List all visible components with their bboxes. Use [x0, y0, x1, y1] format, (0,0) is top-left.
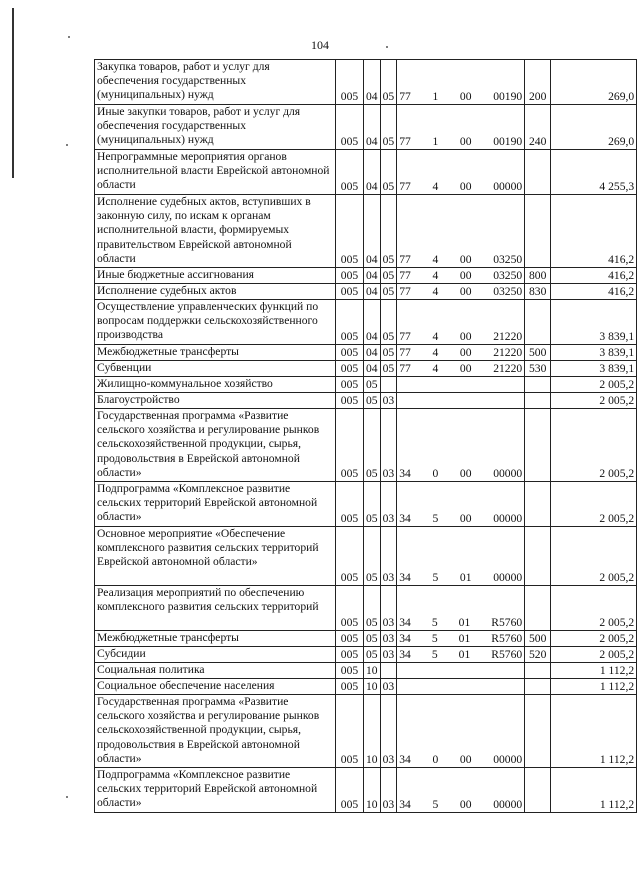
target-article-code: [397, 268, 525, 284]
ved-code: 005: [336, 409, 364, 482]
section-code: 10: [364, 768, 381, 813]
subsection-code: 03: [380, 393, 397, 409]
table-row: [95, 647, 637, 663]
row-name: Иные бюджетные ассигнования: [95, 268, 336, 284]
expense-type-code: [525, 150, 551, 195]
target-article-part: 00: [459, 284, 472, 298]
target-article-part: R5760: [491, 615, 523, 629]
amount: 269,0: [551, 105, 637, 150]
budget-table: [94, 59, 637, 813]
target-article-code: [397, 345, 525, 361]
target-article-part: 00: [459, 345, 472, 359]
target-article-part: 21220: [493, 345, 523, 359]
target-article-code: [397, 195, 525, 268]
ved-code: 005: [336, 631, 364, 647]
expense-type-code: [525, 300, 551, 345]
expense-type-code: [525, 195, 551, 268]
ved-code: 005: [336, 695, 364, 768]
amount: 2 005,2: [551, 586, 637, 631]
expense-type-code: 500: [525, 345, 551, 361]
ved-code: 005: [336, 195, 364, 268]
target-article-part: 77: [399, 89, 411, 103]
target-article-part: 77: [399, 345, 411, 359]
subsection-code: [380, 377, 397, 393]
target-article-code: [397, 409, 525, 482]
target-article-part: 5: [432, 797, 439, 811]
target-article-part: 5: [432, 570, 439, 584]
section-code: 04: [364, 195, 381, 268]
target-article-code: [397, 527, 525, 586]
amount: 3 839,1: [551, 361, 637, 377]
target-article-part: 00: [459, 361, 472, 375]
target-article-code: [397, 647, 525, 663]
ved-code: 005: [336, 284, 364, 300]
target-article-part: 4: [432, 361, 439, 375]
expense-type-code: 500: [525, 631, 551, 647]
subsection-code: 03: [380, 586, 397, 631]
table-row: [95, 482, 637, 527]
target-article-part: 00000: [493, 752, 523, 766]
target-article-part: 34: [399, 752, 411, 766]
subsection-code: 05: [380, 150, 397, 195]
target-article-part: 34: [399, 631, 411, 645]
amount: 416,2: [551, 284, 637, 300]
ved-code: 005: [336, 268, 364, 284]
target-article-part: 77: [399, 179, 411, 193]
expense-type-code: 200: [525, 60, 551, 105]
section-code: 05: [364, 482, 381, 527]
expense-type-code: [525, 482, 551, 527]
amount: 416,2: [551, 268, 637, 284]
target-article-code: [397, 150, 525, 195]
row-name: Непрограммные мероприятия органов исполнительной власти Еврейской автономной области: [95, 150, 336, 195]
subsection-code: 05: [380, 284, 397, 300]
section-code: 04: [364, 150, 381, 195]
amount: 2 005,2: [551, 527, 637, 586]
subsection-code: [380, 663, 397, 679]
target-article-part: 5: [431, 615, 438, 629]
target-article-part: 00: [459, 511, 472, 525]
expense-type-code: [525, 663, 551, 679]
table-row: [95, 663, 637, 679]
target-article-code: [397, 284, 525, 300]
table-row: [95, 105, 637, 150]
target-article-part: 21220: [493, 329, 523, 343]
section-code: 04: [364, 361, 381, 377]
subsection-code: 03: [380, 679, 397, 695]
target-article-part: 34: [399, 570, 411, 584]
target-article-part: 01: [458, 615, 471, 629]
row-name: Исполнение судебных актов: [95, 284, 336, 300]
section-code: 05: [364, 527, 381, 586]
amount: 1 112,2: [551, 768, 637, 813]
ved-code: 005: [336, 647, 364, 663]
subsection-code: 05: [380, 300, 397, 345]
target-article-part: 00: [459, 752, 472, 766]
row-name: Субсидии: [95, 647, 336, 663]
row-name: Субвенции: [95, 361, 336, 377]
amount: 4 255,3: [551, 150, 637, 195]
target-article-part: 01: [458, 647, 471, 661]
target-article-code: [397, 60, 525, 105]
table-row: [95, 150, 637, 195]
row-name: Осуществление управленческих функций по вопросам поддержки сельскохозяйственного производства: [95, 300, 336, 345]
amount: 2 005,2: [551, 647, 637, 663]
target-article-part: 01: [458, 631, 471, 645]
amount: 3 839,1: [551, 345, 637, 361]
target-article-part: 00: [459, 179, 472, 193]
ved-code: 005: [336, 150, 364, 195]
amount: 1 112,2: [551, 695, 637, 768]
ved-code: 005: [336, 768, 364, 813]
row-name: Реализация мероприятий по обеспечению комплексного развития сельских территорий: [95, 586, 336, 631]
row-name: Социальное обеспечение населения: [95, 679, 336, 695]
ved-code: 005: [336, 345, 364, 361]
ved-code: 005: [336, 663, 364, 679]
target-article-code: [397, 663, 525, 679]
table-row: [95, 195, 637, 268]
target-article-part: 4: [432, 179, 439, 193]
target-article-part: 00: [459, 134, 472, 148]
row-name: Подпрограмма «Комплексное развитие сельских территорий Еврейской автономной области»: [95, 768, 336, 813]
target-article-part: 5: [431, 647, 438, 661]
section-code: 05: [364, 631, 381, 647]
section-code: 05: [364, 586, 381, 631]
table-row: [95, 361, 637, 377]
row-name: Основное мероприятие «Обеспечение комплексного развития сельских территорий Еврейской автономной области»: [95, 527, 336, 586]
expense-type-code: [525, 586, 551, 631]
target-article-part: 1: [432, 134, 439, 148]
expense-type-code: 520: [525, 647, 551, 663]
target-article-code: [397, 695, 525, 768]
section-code: 04: [364, 60, 381, 105]
row-name: Жилищно-коммунальное хозяйство: [95, 377, 336, 393]
target-article-part: 34: [399, 647, 411, 661]
table-row: [95, 268, 637, 284]
section-code: 05: [364, 409, 381, 482]
page-number: 104: [311, 38, 329, 52]
subsection-code: 05: [380, 60, 397, 105]
subsection-code: 03: [380, 409, 397, 482]
subsection-code: 03: [380, 482, 397, 527]
target-article-part: 77: [399, 329, 411, 343]
target-article-part: 00: [459, 329, 472, 343]
row-name: Исполнение судебных актов, вступивших в законную силу, по искам к органам исполнительной власти, формируемых правительством Еврейской автономной области: [95, 195, 336, 268]
expense-type-code: 530: [525, 361, 551, 377]
subsection-code: 03: [380, 695, 397, 768]
subsection-code: 05: [380, 268, 397, 284]
row-name: Закупка товаров, работ и услуг для обеспечения государственных (муниципальных) нужд: [95, 60, 336, 105]
subsection-code: 03: [380, 631, 397, 647]
expense-type-code: [525, 527, 551, 586]
expense-type-code: [525, 409, 551, 482]
target-article-part: 4: [432, 345, 439, 359]
section-code: 04: [364, 105, 381, 150]
subsection-code: 05: [380, 195, 397, 268]
section-code: 05: [364, 647, 381, 663]
amount: 1 112,2: [551, 679, 637, 695]
table-row: [95, 377, 637, 393]
margin-line: [12, 8, 14, 178]
target-article-part: 77: [399, 361, 411, 375]
subsection-code: 03: [380, 527, 397, 586]
section-code: 04: [364, 268, 381, 284]
row-name: Иные закупки товаров, работ и услуг для обеспечения государственных (муниципальных) нужд: [95, 105, 336, 150]
amount: 416,2: [551, 195, 637, 268]
table-row: [95, 695, 637, 768]
target-article-part: 03250: [493, 268, 523, 282]
amount: 2 005,2: [551, 409, 637, 482]
target-article-part: 01: [459, 570, 472, 584]
table-row: [95, 527, 637, 586]
amount: 3 839,1: [551, 300, 637, 345]
table-row: [95, 60, 637, 105]
target-article-part: 00000: [493, 466, 523, 480]
table-row: [95, 300, 637, 345]
table-row: [95, 284, 637, 300]
section-code: 05: [364, 393, 381, 409]
expense-type-code: 800: [525, 268, 551, 284]
target-article-part: 4: [432, 284, 439, 298]
section-code: 04: [364, 345, 381, 361]
target-article-part: 0: [432, 752, 439, 766]
target-article-part: 00: [459, 89, 472, 103]
ved-code: 005: [336, 60, 364, 105]
row-name: Межбюджетные трансферты: [95, 345, 336, 361]
scan-speck: [66, 144, 68, 146]
target-article-part: 00: [459, 252, 472, 266]
target-article-part: 03250: [493, 252, 523, 266]
target-article-part: 77: [399, 134, 411, 148]
target-article-part: 00: [459, 466, 472, 480]
expense-type-code: 830: [525, 284, 551, 300]
target-article-part: 77: [399, 252, 411, 266]
target-article-part: 5: [432, 511, 439, 525]
ved-code: 005: [336, 393, 364, 409]
subsection-code: 05: [380, 361, 397, 377]
subsection-code: 03: [380, 768, 397, 813]
section-code: 04: [364, 284, 381, 300]
expense-type-code: 240: [525, 105, 551, 150]
expense-type-code: [525, 679, 551, 695]
table-row: [95, 586, 637, 631]
subsection-code: 03: [380, 647, 397, 663]
section-code: 10: [364, 663, 381, 679]
row-name: Межбюджетные трансферты: [95, 631, 336, 647]
table-row: [95, 768, 637, 813]
section-code: 04: [364, 300, 381, 345]
table-row: [95, 409, 637, 482]
table-row: [95, 631, 637, 647]
target-article-part: 00000: [493, 511, 523, 525]
row-name: Подпрограмма «Комплексное развитие сельских территорий Еврейской автономной области»: [95, 482, 336, 527]
target-article-code: [397, 393, 525, 409]
target-article-part: 34: [399, 615, 411, 629]
expense-type-code: [525, 377, 551, 393]
section-code: 05: [364, 377, 381, 393]
expense-type-code: [525, 695, 551, 768]
target-article-part: 0: [432, 466, 439, 480]
target-article-part: 1: [432, 89, 439, 103]
table-row: [95, 393, 637, 409]
target-article-part: 21220: [493, 361, 523, 375]
amount: 2 005,2: [551, 393, 637, 409]
ved-code: 005: [336, 361, 364, 377]
target-article-code: [397, 631, 525, 647]
scan-speck: [66, 796, 68, 798]
table-row: [95, 679, 637, 695]
amount: 269,0: [551, 60, 637, 105]
target-article-code: [397, 482, 525, 527]
subsection-code: 05: [380, 105, 397, 150]
amount: 2 005,2: [551, 377, 637, 393]
expense-type-code: [525, 393, 551, 409]
section-code: 10: [364, 695, 381, 768]
target-article-part: R5760: [491, 647, 523, 661]
section-code: 10: [364, 679, 381, 695]
ved-code: 005: [336, 377, 364, 393]
amount: 1 112,2: [551, 663, 637, 679]
target-article-code: [397, 586, 525, 631]
target-article-code: [397, 377, 525, 393]
target-article-part: 00: [459, 797, 472, 811]
target-article-code: [397, 300, 525, 345]
ved-code: 005: [336, 300, 364, 345]
target-article-code: [397, 361, 525, 377]
amount: 2 005,2: [551, 482, 637, 527]
ved-code: 005: [336, 482, 364, 527]
ved-code: 005: [336, 586, 364, 631]
target-article-part: 4: [432, 252, 439, 266]
row-name: Социальная политика: [95, 663, 336, 679]
ved-code: 005: [336, 679, 364, 695]
subsection-code: 05: [380, 345, 397, 361]
expense-type-code: [525, 768, 551, 813]
row-name: Благоустройство: [95, 393, 336, 409]
target-article-part: 34: [399, 797, 411, 811]
row-name: Государственная программа «Развитие сельского хозяйства и регулирование рынков сельскохозяйственной продукции, сырья, продовольствия в Еврейской автономной области»: [95, 695, 336, 768]
target-article-part: 00000: [493, 797, 523, 811]
target-article-part: 4: [432, 268, 439, 282]
table-row: [95, 345, 637, 361]
target-article-part: 00000: [493, 179, 523, 193]
row-name: Государственная программа «Развитие сельского хозяйства и регулирование рынков сельскохозяйственной продукции, сырья, продовольствия в Еврейской автономной области»: [95, 409, 336, 482]
target-article-part: 00190: [493, 89, 523, 103]
target-article-code: [397, 679, 525, 695]
ved-code: 005: [336, 527, 364, 586]
amount: 2 005,2: [551, 631, 637, 647]
target-article-part: 00: [459, 268, 472, 282]
target-article-part: 34: [399, 511, 411, 525]
target-article-part: 34: [399, 466, 411, 480]
target-article-part: 77: [399, 284, 411, 298]
target-article-code: [397, 105, 525, 150]
target-article-part: 77: [399, 268, 411, 282]
target-article-part: 00190: [493, 134, 523, 148]
target-article-part: 03250: [493, 284, 523, 298]
ved-code: 005: [336, 105, 364, 150]
target-article-part: 00000: [493, 570, 523, 584]
target-article-part: R5760: [491, 631, 523, 645]
target-article-part: 4: [432, 329, 439, 343]
target-article-part: 5: [431, 631, 438, 645]
target-article-code: [397, 768, 525, 813]
